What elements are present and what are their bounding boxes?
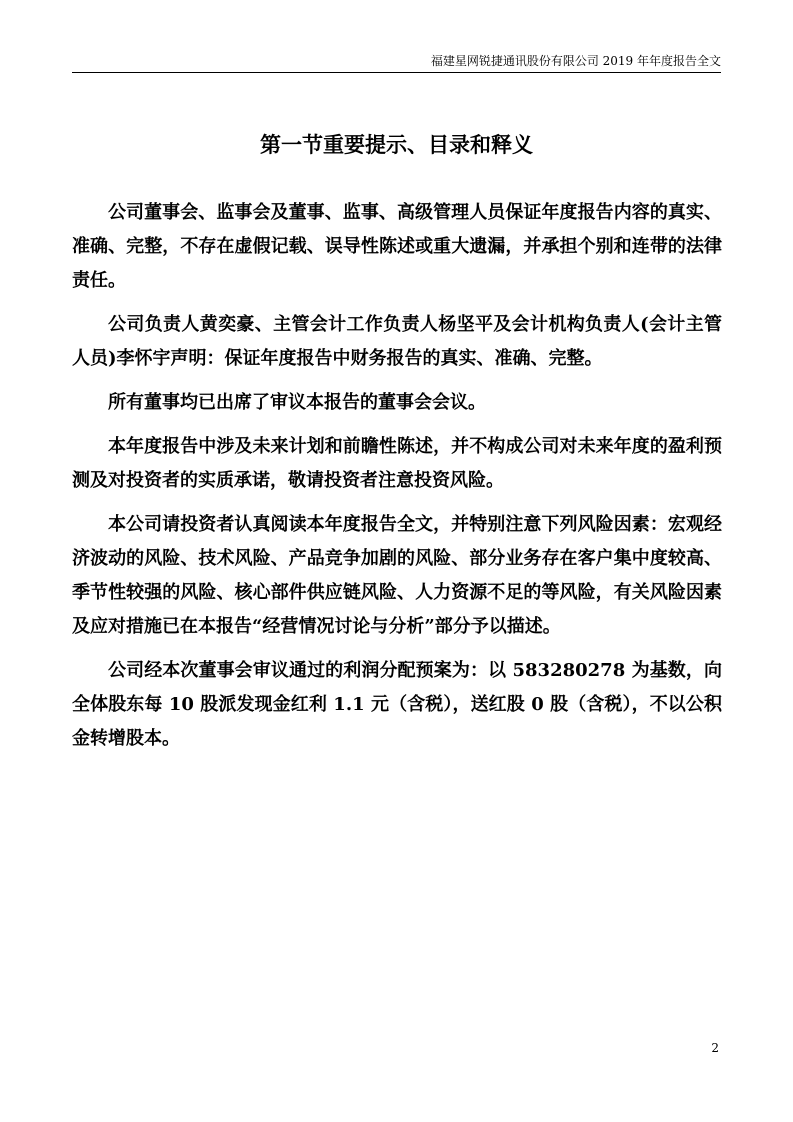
paragraph-board-guarantee: 公司董事会、监事会及董事、监事、高级管理人员保证年度报告内容的真实、准确、完整，不存在虚假记载、误导性陈述或重大遗漏，并承担个别和连带的法律责任。	[72, 202, 722, 291]
paragraph-forward-looking: 本年度报告中涉及未来计划和前瞻性陈述，并不构成公司对未来年度的盈利预测及对投资者的实质承诺，敬请投资者注意投资风险。	[72, 436, 722, 491]
paragraph-board-attendance: 所有董事均已出席了审议本报告的董事会会议。	[108, 392, 486, 413]
section-title: 第一节重要提示、目录和释义	[260, 132, 533, 157]
body-text	[72, 196, 722, 766]
paragraph-responsible-persons: 公司负责人黄奕豪、主管会计工作负责人杨坚平及会计机构负责人(会计主管人员)李怀宇声明：保证年度报告中财务报告的真实、准确、完整。	[72, 314, 722, 369]
paragraph-profit-distribution: 公司经本次董事会审议通过的利润分配预案为：以 583280278 为基数，向全体股东每 10 股派发现金红利 1.1 元（含税），送红股 0 股（含税），不以公积金转增股本。	[72, 660, 722, 749]
paragraph-risk-factors: 本公司请投资者认真阅读本年度报告全文，并特别注意下列风险因素：宏观经济波动的风险、技术风险、产品竞争加剧的风险、部分业务存在客户集中度较高、季节性较强的风险、核心部件供应链风险、人力资源不足的等风险，有关风险因素及应对措施已在本报告“经营情况讨论与分析”部分予以描述。	[72, 514, 722, 637]
page-number: 2	[711, 1041, 719, 1055]
running-header: 福建星网锐捷通讯股份有限公司 2019 年年度报告全文	[430, 54, 721, 68]
header-divider	[72, 72, 721, 73]
